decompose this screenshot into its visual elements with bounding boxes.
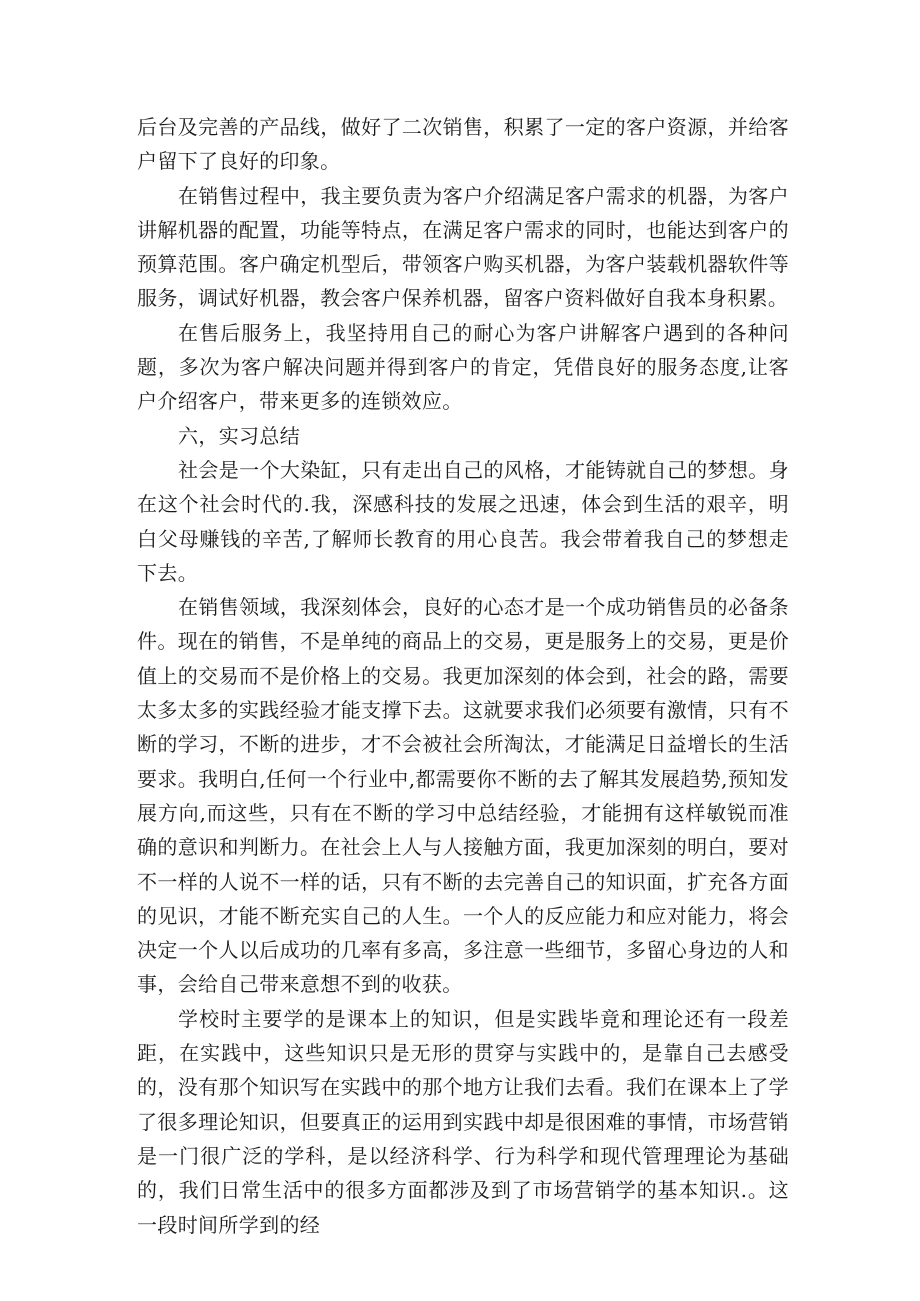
- paragraph-sales-field: 在销售领域，我深刻体会，良好的心态才是一个成功销售员的必备条件。现在的销售，不是单纯的商品上的交易，更是服务上的交易，更是价值上的交易而不是价格上的交易。我更加深刻的体会到，社会的路，需要太多太多的实践经验才能支撑下去。这就要求我们必须要有激情，只有不断的学习，不断的进步，才不会被社会所淘汰，才能满足日益增长的生活要求。我明白,任何一个行业中,都需要你不断的去了解其发展趋势,预知发展方向,而这些，只有在不断的学习中总结经验，才能拥有这样敏锐而准确的意识和判断力。在社会上人与人接触方面，我更加深刻的明白，要对不一样的人说不一样的话，只有不断的去完善自己的知识面，扩充各方面的见识，才能不断充实自己的人生。一个人的反应能力和应对能力，将会决定一个人以后成功的几率有多高，多注意一些细节，多留心身边的人和事，会给自己带来意想不到的收获。: [137, 595, 789, 997]
- section-heading-internship-summary: 六，实习总结: [178, 423, 301, 448]
- paragraph-society: 社会是一个大染缸，只有走出自己的风格，才能铸就自己的梦想。身在这个社会时代的.我，深感科技的发展之迅速，体会到生活的艰辛，明白父母赚钱的辛苦,了解师长教育的用心良苦。我会带着我自己的梦想走下去。: [137, 457, 789, 585]
- paragraph-after-sales-service: 在售后服务上，我坚持用自己的耐心为客户讲解客户遇到的各种问题，多次为客户解决问题并得到客户的肯定，凭借良好的服务态度,让客户介绍客户，带来更多的连锁效应。: [137, 320, 789, 414]
- paragraph-sales-process: 在销售过程中，我主要负责为客户介绍满足客户需求的机器，为客户讲解机器的配置，功能等特点，在满足客户需求的同时，也能达到客户的预算范围。客户确定机型后，带领客户购买机器，为客户装载机器软件等服务，调试好机器，教会客户保养机器，留客户资料做好自我本身积累。: [137, 183, 789, 311]
- document-body: [137, 110, 789, 1242]
- paragraph-school-knowledge: 学校时主要学的是课本上的知识，但是实践毕竟和理论还有一段差距，在实践中，这些知识只是无形的贯穿与实践中的，是靠自己去感受的，没有那个知识写在实践中的那个地方让我们去看。我们在课本上了学了很多理论知识，但要真正的运用到实践中却是很困难的事情，市场营销是一门很广泛的学科，是以经济科学、行为科学和现代管理理论为基础的，我们日常生活中的很多方面都涉及到了市场营销学的基本知识.。这一段时间所学到的经: [137, 1006, 789, 1237]
- paragraph-continuation: 后台及完善的产品线，做好了二次销售，积累了一定的客户资源，并给客户留下了良好的印象。: [137, 115, 789, 174]
